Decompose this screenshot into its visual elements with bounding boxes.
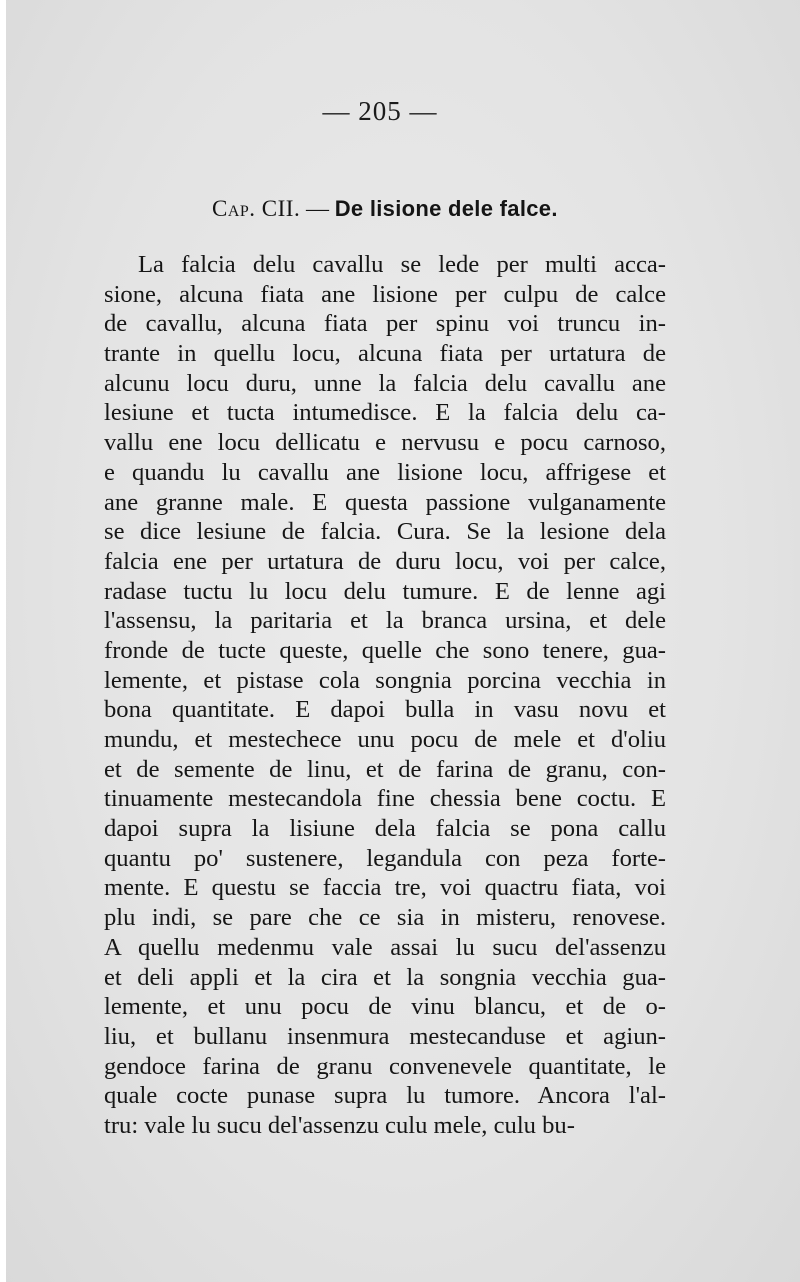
text-line: dapoi supra la lisiune dela falcia se pona callu bbox=[104, 815, 666, 843]
text-line: A quellu medenmu vale assai lu sucu del'assenzu bbox=[104, 933, 666, 961]
text-line: lesiune et tucta intumedisce. E la falcia delu ca- bbox=[104, 399, 666, 427]
text-line: fronde de tucte queste, quelle che sono tenere, gua- bbox=[104, 636, 666, 664]
text-line: l'assensu, la paritaria et la branca ursina, et dele bbox=[104, 607, 666, 635]
text-line: et de semente de linu, et de farina de granu, con- bbox=[104, 755, 666, 783]
text-line: tru: vale lu sucu del'assenzu culu mele, culu bu- bbox=[104, 1111, 575, 1139]
body-paragraph bbox=[104, 250, 666, 1141]
text-line: La falcia delu cavallu se lede per multi acca- bbox=[138, 251, 666, 278]
text-line: sione, alcuna fiata ane lisione per culpu de calce bbox=[104, 280, 666, 308]
text-line: quantu po' sustenere, legandula con peza forte- bbox=[104, 844, 666, 872]
text-line: vallu ene locu dellicatu e nervusu e pocu carnoso, bbox=[104, 429, 666, 457]
page-number: — 205 — bbox=[322, 96, 438, 126]
text-line: mente. E questu se faccia tre, voi quactru fiata, voi bbox=[104, 874, 666, 902]
text-line: gendoce farina de granu convenevele quantitate, le bbox=[104, 1052, 666, 1080]
chapter-separator: — bbox=[300, 196, 335, 221]
text-line: se dice lesiune de falcia. Cura. Se la lesione dela bbox=[104, 518, 666, 546]
text-line: lemente, et unu pocu de vinu blancu, et de o- bbox=[104, 993, 666, 1021]
page-left-margin bbox=[0, 0, 6, 1282]
chapter-heading bbox=[212, 196, 558, 222]
text-line: trante in quellu locu, alcuna fiata per urtatura de bbox=[104, 340, 666, 368]
text-line: liu, et bullanu insenmura mestecanduse et agiun- bbox=[104, 1022, 666, 1050]
text-line: quale cocte punase supra lu tumore. Ancora l'al- bbox=[104, 1082, 666, 1110]
text-line: falcia ene per urtatura de duru locu, voi per calce, bbox=[104, 547, 666, 575]
chapter-label: Cap. CII. bbox=[212, 196, 301, 221]
text-line: de cavallu, alcuna fiata per spinu voi truncu in- bbox=[104, 310, 666, 338]
text-line: mundu, et mestechece unu pocu de mele et d'oliu bbox=[104, 726, 666, 753]
text-line: bona quantitate. E dapoi bulla in vasu novu et bbox=[104, 696, 666, 724]
chapter-title: De lisione dele falce. bbox=[334, 196, 558, 221]
text-line: et deli appli et la cira et la songnia vecchia gua- bbox=[104, 963, 666, 991]
text-line: e quandu lu cavallu ane lisione locu, affrigese et bbox=[104, 458, 666, 486]
text-line: radase tuctu lu locu delu tumure. E de lenne agi bbox=[104, 577, 666, 605]
text-line: plu indi, se pare che ce sia in misteru, renovese. bbox=[104, 904, 666, 932]
text-line: ane granne male. E questa passione vulganamente bbox=[104, 488, 666, 516]
text-line: lemente, et pistase cola songnia porcina vecchia in bbox=[104, 666, 666, 694]
text-line: tinuamente mestecandola fine chessia bene coctu. E bbox=[104, 785, 666, 813]
text-line: alcunu locu duru, unne la falcia delu cavallu ane bbox=[104, 369, 666, 397]
